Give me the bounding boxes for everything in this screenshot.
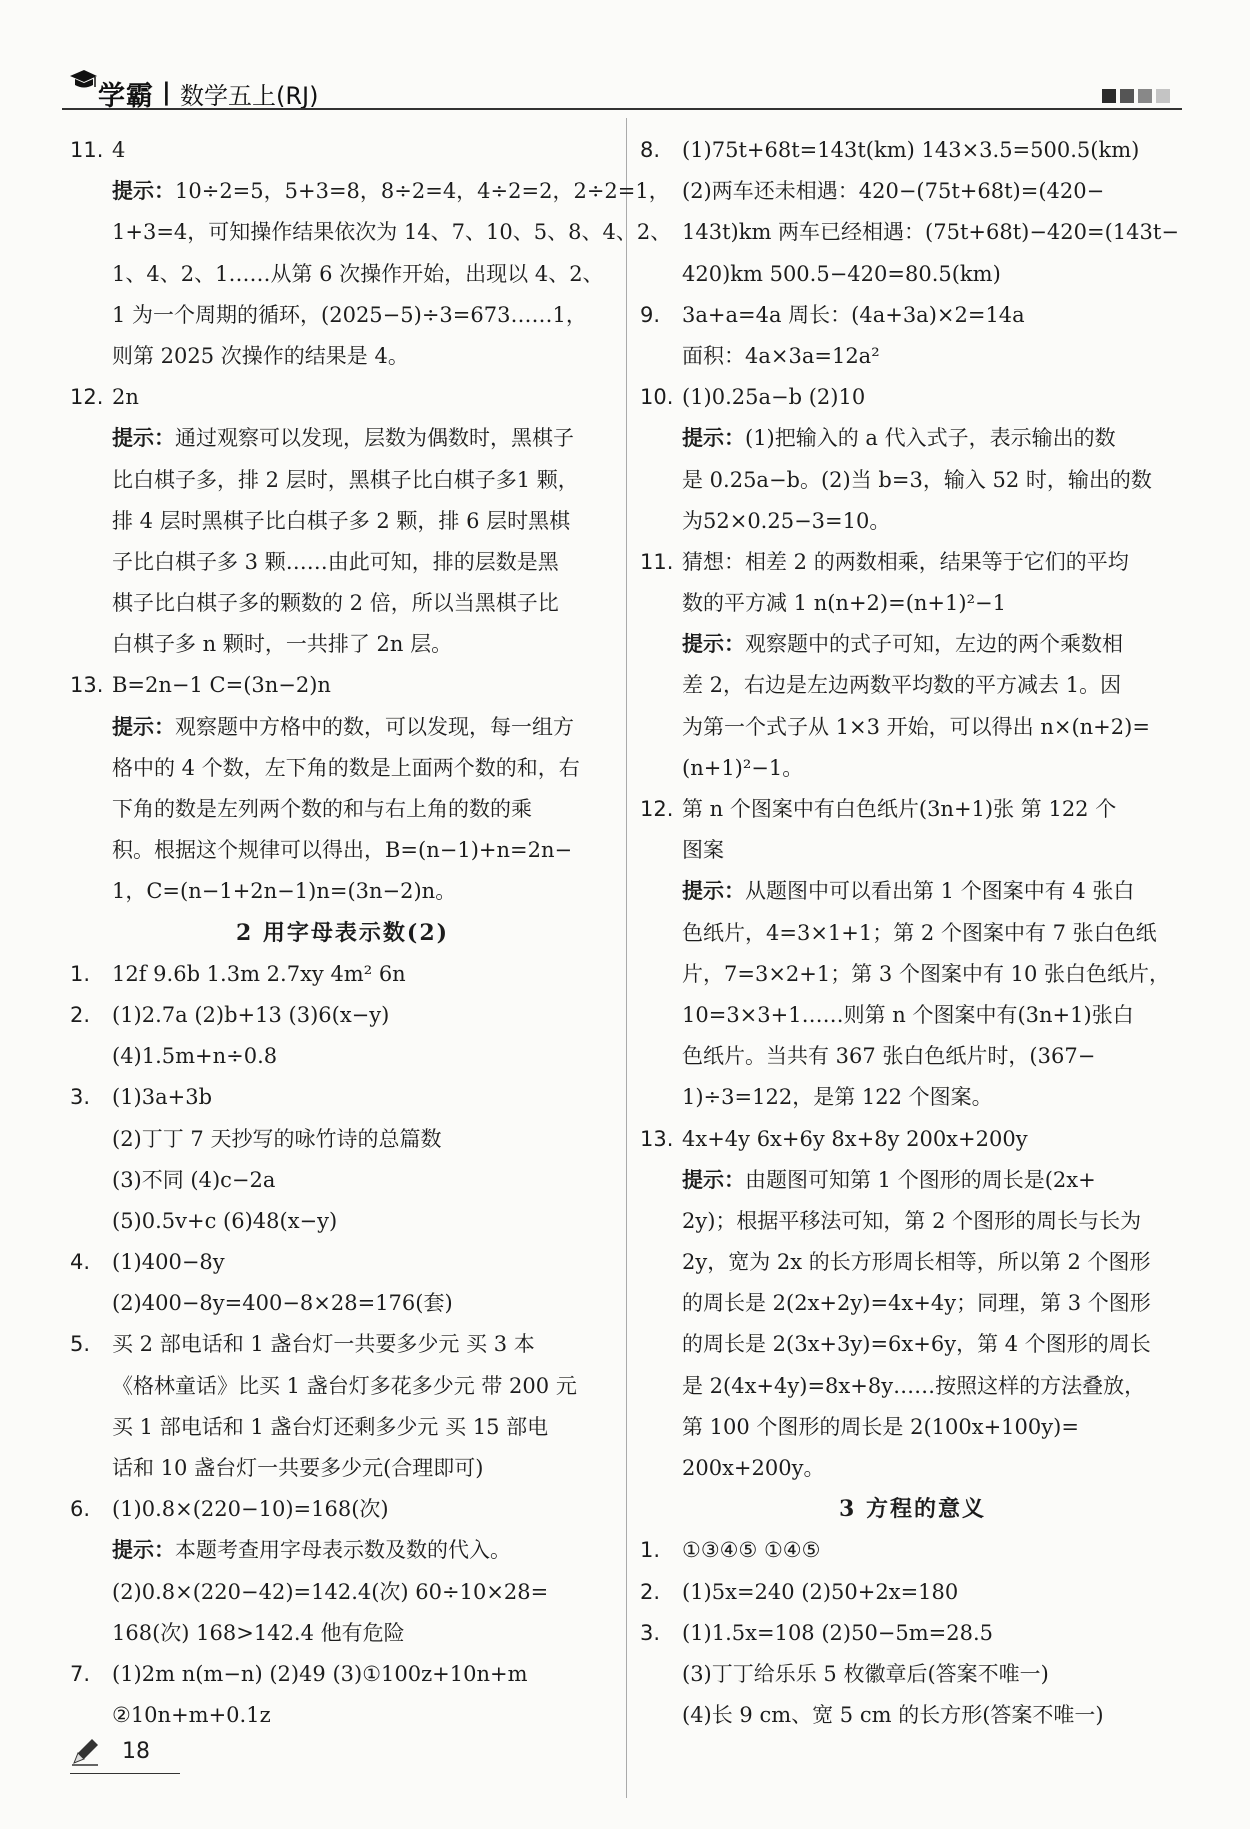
line-text: 下角的数是左列两个数的和与右上角的数的乘 <box>112 797 532 821</box>
text-line <box>70 830 615 871</box>
graduation-cap-icon <box>68 68 98 90</box>
hint-line <box>70 707 615 748</box>
line-text: 买 1 部电话和 1 盏台灯还剩多少元 买 15 部电 <box>112 1414 549 1439</box>
line-text: (1)5x=240 (2)50+2x=180 <box>682 1579 959 1604</box>
text-line <box>70 254 615 295</box>
page-header <box>62 62 1182 112</box>
line-text: (n+1)²−1。 <box>682 755 804 780</box>
line-text: (1)3a+3b <box>112 1085 213 1110</box>
text-line <box>70 748 615 789</box>
section-heading: 3 方程的意义 <box>839 1496 986 1523</box>
line-text: 3a+a=4a 周长：(4a+3a)×2=14a <box>682 302 1025 327</box>
text-line <box>70 624 615 665</box>
line-text: (1)2m n(m−n) (2)49 (3)①100z+10n+m <box>112 1661 528 1686</box>
question-number: 1. <box>640 1538 661 1563</box>
line-text: 2n <box>112 385 139 410</box>
line-text: 为第一个式子从 1×3 开始，可以得出 n×(n+2)= <box>682 714 1150 739</box>
line-text: (1)0.8×(220−10)=168(次) <box>112 1497 389 1522</box>
text-line <box>640 1283 1185 1324</box>
text-line <box>70 583 615 624</box>
text-line <box>640 1695 1185 1736</box>
hint-line <box>70 418 615 459</box>
hint-label: 提示： <box>682 1167 745 1192</box>
question-line <box>70 1077 615 1118</box>
text-line <box>70 460 615 501</box>
line-text: (3)不同 (4)c−2a <box>112 1167 276 1192</box>
line-text: 猜想：相差 2 的两数相乘，结果等于它们的平均 <box>682 549 1129 574</box>
line-text: 第 n 个图案中有白色纸片(3n+1)张 第 122 个 <box>682 797 1117 821</box>
question-line <box>640 1530 1185 1571</box>
section-heading: 2 用字母表示数(2) <box>235 919 450 946</box>
line-text: 排 4 层时黑棋子比白棋子多 2 颗，排 6 层时黑棋 <box>112 508 571 533</box>
line-text: 200x+200y。 <box>682 1456 825 1480</box>
line-text: (4)1.5m+n÷0.8 <box>112 1044 278 1069</box>
text-line <box>640 1201 1185 1242</box>
line-text: 积。根据这个规律可以得出，B=(n−1)+n=2n− <box>112 838 573 863</box>
question-line <box>70 995 615 1036</box>
brand-logo: 学霸 <box>98 81 154 112</box>
line-text: (5)0.5v+c (6)48(x−y) <box>112 1208 338 1233</box>
text-line <box>640 583 1185 624</box>
text-line <box>70 1407 615 1448</box>
question-line <box>70 377 615 418</box>
question-line <box>70 665 615 706</box>
question-number: 13. <box>640 1126 674 1151</box>
line-text: 面积：4a×3a=12a² <box>682 343 880 368</box>
line-text: ①③④⑤ ①④⑤ <box>682 1538 821 1563</box>
question-number: 11. <box>640 549 674 574</box>
line-text: 则第 2025 次操作的结果是 4。 <box>112 343 409 368</box>
line-text: 1，C=(n−1+2n−1)n=(3n−2)n。 <box>112 879 457 904</box>
column-divider <box>626 118 627 1798</box>
line-text: ②10n+m+0.1z <box>112 1703 271 1728</box>
subject-title: 数学五上(RJ) <box>180 82 319 110</box>
header-decoration <box>1102 89 1170 103</box>
line-text: 比白棋子多，排 2 层时，黑棋子比白棋子多1 颗， <box>112 467 579 492</box>
question-number: 9. <box>640 302 661 327</box>
line-text: 是 2(4x+4y)=8x+8y……按照这样的方法叠放， <box>682 1373 1146 1398</box>
hint-line <box>70 171 670 212</box>
line-text: 白棋子多 n 颗时，一共排了 2n 层。 <box>112 632 453 657</box>
text-line <box>640 1036 1185 1077</box>
text-line <box>640 1324 1185 1365</box>
question-number: 2. <box>640 1579 661 1604</box>
footer-rule <box>70 1773 180 1774</box>
line-text: 通过观察可以发现，层数为偶数时，黑棋子 <box>175 426 574 451</box>
text-line <box>70 295 615 336</box>
text-line <box>640 336 1185 377</box>
text-line <box>70 336 615 377</box>
line-text: 143t)km 两车已经相遇：(75t+68t)−420=(143t− <box>682 220 1179 245</box>
line-text: 观察题中的式子可知，左边的两个乘数相 <box>745 632 1123 657</box>
hint-line <box>640 624 1185 665</box>
text-line <box>640 1242 1185 1283</box>
text-line <box>70 1201 615 1242</box>
line-text: (2)丁丁 7 天抄写的咏竹诗的总篇数 <box>112 1126 442 1151</box>
line-text: 2y)；根据平移法可知，第 2 个图形的周长与长为 <box>682 1208 1142 1233</box>
line-text: (1)2.7a (2)b+13 (3)6(x−y) <box>112 1002 390 1027</box>
text-line <box>640 171 1185 212</box>
line-text: (1)400−8y <box>112 1250 225 1275</box>
hint-label: 提示： <box>112 1538 175 1563</box>
line-text: 是 0.25a−b。(2)当 b=3，输入 52 时，输出的数 <box>682 467 1152 492</box>
question-line <box>640 542 1185 583</box>
text-line <box>70 212 672 253</box>
text-line <box>70 1448 615 1489</box>
question-line <box>70 1654 615 1695</box>
hint-label: 提示： <box>112 426 175 451</box>
line-text: 的周长是 2(3x+3y)=6x+6y，第 4 个图形的周长 <box>682 1332 1151 1357</box>
header-rule <box>62 108 1182 110</box>
text-line <box>640 913 1185 954</box>
question-number: 7. <box>70 1661 91 1686</box>
right-column <box>640 130 1185 1736</box>
question-number: 6. <box>70 1497 91 1522</box>
line-text: 数的平方减 1 n(n+2)=(n+1)²−1 <box>682 591 1006 616</box>
line-text: 420)km 500.5−420=80.5(km) <box>682 261 1001 286</box>
text-line <box>640 707 1185 748</box>
line-text: 10=3×3+1……则第 n 个图案中有(3n+1)张白 <box>682 1002 1134 1027</box>
line-text: 由题图可知第 1 个图形的周长是(2x+ <box>745 1167 1096 1192</box>
text-line <box>70 1572 615 1613</box>
line-text: (1)1.5x=108 (2)50−5m=28.5 <box>682 1620 994 1645</box>
line-text: 12f 9.6b 1.3m 2.7xy 4m² 6n <box>112 961 406 986</box>
line-text: 片，7=3×2+1；第 3 个图案中有 10 张白色纸片， <box>682 961 1171 986</box>
hint-line <box>640 1160 1185 1201</box>
text-line <box>70 1160 615 1201</box>
line-text: 为52×0.25−3=10。 <box>682 508 891 533</box>
line-text: 棋子比白棋子多的颗数的 2 倍，所以当黑棋子比 <box>112 591 559 616</box>
question-number: 4. <box>70 1250 91 1275</box>
question-line <box>640 789 1185 830</box>
line-text: 第 100 个图形的周长是 2(100x+100y)= <box>682 1414 1079 1439</box>
question-line <box>70 1489 615 1530</box>
question-line <box>70 130 615 171</box>
text-line <box>640 665 1185 706</box>
line-text: 差 2，右边是左边两数平均数的平方减去 1。因 <box>682 673 1122 698</box>
question-line <box>640 1119 1185 1160</box>
text-line <box>640 1077 1185 1118</box>
question-number: 1. <box>70 961 91 986</box>
pencil-icon <box>70 1737 100 1767</box>
text-line <box>640 995 1185 1036</box>
line-text: 买 2 部电话和 1 盏台灯一共要多少元 买 3 本 <box>112 1332 535 1357</box>
question-number: 10. <box>640 385 674 410</box>
text-line <box>70 1613 615 1654</box>
text-line <box>640 460 1185 501</box>
hint-line <box>640 418 1185 459</box>
question-line <box>70 1324 615 1365</box>
line-text: 1 为一个周期的循环，(2025−5)÷3=673……1， <box>112 302 587 327</box>
text-line <box>640 1654 1185 1695</box>
text-line <box>640 1366 1185 1407</box>
text-line <box>70 542 615 583</box>
line-text: (2)400−8y=400−8×28=176(套) <box>112 1291 453 1316</box>
line-text: (2)0.8×(220−42)=142.4(次) 60÷10×28= <box>112 1579 549 1604</box>
line-text: 格中的 4 个数，左下角的数是上面两个数的和，右 <box>112 755 580 780</box>
line-text: 图案 <box>682 838 724 863</box>
text-line <box>70 1695 615 1736</box>
text-line <box>640 1407 1185 1448</box>
text-line <box>640 212 1185 253</box>
text-line <box>70 789 615 830</box>
text-line <box>70 1036 615 1077</box>
question-line <box>640 1613 1185 1654</box>
hint-label: 提示： <box>682 879 745 904</box>
text-line <box>640 830 1185 871</box>
line-text: 从题图中可以看出第 1 个图案中有 4 张白 <box>745 879 1135 904</box>
line-text: (1)75t+68t=143t(km) 143×3.5=500.5(km) <box>682 138 1140 162</box>
left-column <box>70 130 672 1736</box>
line-text: (1)0.25a−b (2)10 <box>682 385 866 410</box>
line-text: 168(次) 168>142.4 他有危险 <box>112 1620 405 1645</box>
line-text: 1+3=4，可知操作结果依次为 14、7、10、5、8、4、2、 <box>112 220 672 245</box>
question-number: 3. <box>70 1085 91 1110</box>
text-line <box>70 871 615 912</box>
question-line <box>640 295 1185 336</box>
question-line <box>640 130 1185 171</box>
hint-label: 提示： <box>112 714 175 739</box>
text-line <box>70 1366 615 1407</box>
page-footer <box>70 1735 180 1775</box>
line-text: 色纸片，4=3×1+1；第 2 个图案中有 7 张白色纸 <box>682 920 1157 945</box>
question-number: 11. <box>70 138 104 162</box>
line-text: 本题考查用字母表示数及数的代入。 <box>175 1538 511 1563</box>
line-text: 1)÷3=122，是第 122 个图案。 <box>682 1085 993 1110</box>
line-text: (2)两车还未相遇：420−(75t+68t)=(420− <box>682 179 1105 204</box>
line-text: 色纸片。当共有 367 张白色纸片时，(367− <box>682 1044 1096 1069</box>
text-line <box>70 501 615 542</box>
line-text: 的周长是 2(2x+2y)=4x+4y；同理，第 3 个图形 <box>682 1291 1151 1316</box>
question-line <box>70 1242 615 1283</box>
line-text: B=2n−1 C=(3n−2)n <box>112 673 331 698</box>
line-text: 1、4、2、1……从第 6 次操作开始，出现以 4、2、 <box>112 261 604 286</box>
question-number: 2. <box>70 1002 91 1027</box>
question-number: 12. <box>70 385 104 410</box>
question-number: 13. <box>70 673 104 698</box>
line-text: 4x+4y 6x+6y 8x+8y 200x+200y <box>682 1126 1028 1151</box>
line-text: (3)丁丁给乐乐 5 枚徽章后(答案不唯一) <box>682 1661 1049 1686</box>
hint-label: 提示： <box>682 632 745 657</box>
line-text: 话和 10 盏台灯一共要多少元(合理即可) <box>112 1456 484 1480</box>
line-text: 4 <box>112 138 126 162</box>
text-line <box>640 1448 1185 1489</box>
line-text: (1)把输入的 a 代入式子，表示输出的数 <box>745 426 1116 451</box>
text-line <box>640 748 1185 789</box>
text-line <box>640 501 1185 542</box>
question-number: 3. <box>640 1620 661 1645</box>
line-text: 2y，宽为 2x 的长方形周长相等，所以第 2 个图形 <box>682 1250 1151 1275</box>
hint-line <box>70 1530 615 1571</box>
hint-label: 提示： <box>682 426 745 451</box>
question-number: 12. <box>640 797 674 821</box>
line-text: 10÷2=5，5+3=8，8÷2=4，4÷2=2，2÷2=1， <box>175 179 670 204</box>
question-number: 5. <box>70 1332 91 1357</box>
line-text: 观察题中方格中的数，可以发现，每一组方 <box>175 714 574 739</box>
line-text: 子比白棋子多 3 颗……由此可知，排的层数是黑 <box>112 549 559 574</box>
page-number: 18 <box>122 1739 150 1764</box>
text-line <box>640 954 1185 995</box>
question-number: 8. <box>640 138 661 162</box>
text-line <box>70 1283 615 1324</box>
hint-label: 提示： <box>112 179 175 204</box>
question-line <box>640 1572 1185 1613</box>
line-text: 《格林童话》比买 1 盏台灯多花多少元 带 200 元 <box>112 1373 577 1398</box>
question-line <box>70 954 615 995</box>
text-line <box>640 254 1185 295</box>
line-text: (4)长 9 cm、宽 5 cm 的长方形(答案不唯一) <box>682 1703 1104 1728</box>
header-separator: | <box>162 78 171 106</box>
question-line <box>640 377 1185 418</box>
text-line <box>70 1119 615 1160</box>
hint-line <box>640 871 1185 912</box>
